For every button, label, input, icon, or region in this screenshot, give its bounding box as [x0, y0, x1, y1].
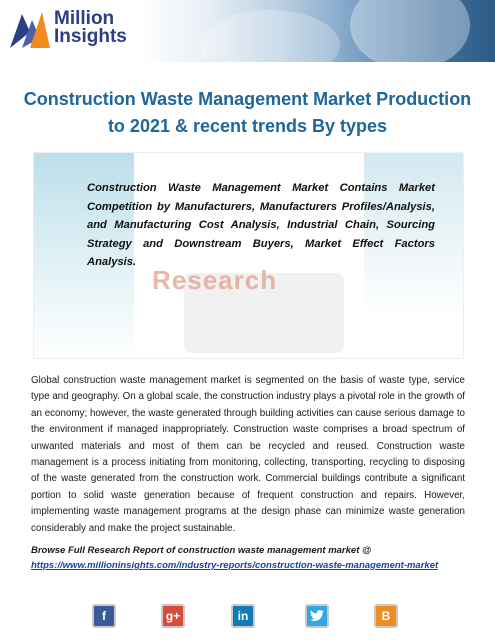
logo-text-insights: Insights — [54, 26, 127, 47]
header — [0, 0, 495, 62]
logo-mark-icon — [8, 8, 50, 50]
twitter-icon[interactable] — [305, 604, 329, 628]
browse-text: Browse Full Research Report of construction waste management market @ — [31, 545, 372, 556]
hero-summary: Construction Waste Management Market Contains Market Competition by Manufacturers, Manufacturers Profiles/Analysis, and Manufacturing Cost Analysis, Industrial Chain, Sourcing Strategy and Downstream Buyers, Market Effect Factors Analysis. — [87, 182, 435, 269]
hero-image — [33, 152, 464, 359]
research-watermark: Research — [152, 265, 278, 295]
logo-text-million: Million — [54, 8, 115, 29]
page-title: Construction Waste Management Market Production to 2021 & recent trends By types — [23, 89, 472, 136]
linkedin-icon[interactable]: in — [231, 604, 255, 628]
header-banner-image — [140, 0, 495, 62]
social-share-bar — [0, 604, 495, 634]
google-plus-icon[interactable]: g+ — [161, 604, 185, 628]
browse-section — [31, 543, 465, 573]
report-link[interactable]: https://www.millioninsights.com/industry-reports/construction-waste-management-market — [31, 560, 439, 571]
blogger-icon[interactable]: B — [374, 604, 398, 628]
million-insights-logo[interactable] — [8, 8, 138, 52]
body-paragraph: Global construction waste management market is segmented on the basis of waste type, service type and geography. On a global scale, the construction industry plays a pivotal role in the growth of an economy; however, the waste generated through building activities can cause serious damage to the environment if managed inappropriately. Construction waste comprises a broad spectrum of unwanted materials and most of them can be recycled and reused. Construction waste management is a process initiating from monitoring, collecting, transporting, recycling to disposing of the waste generated from the construction work. Commercial buildings contribute a significant portion to solid waste generation because of frequent construction and repairs. However, implementing waste management programs at the design phase can minimize waste generation considerably and make the project sustainable. — [31, 375, 465, 534]
facebook-icon[interactable]: f — [92, 604, 116, 628]
